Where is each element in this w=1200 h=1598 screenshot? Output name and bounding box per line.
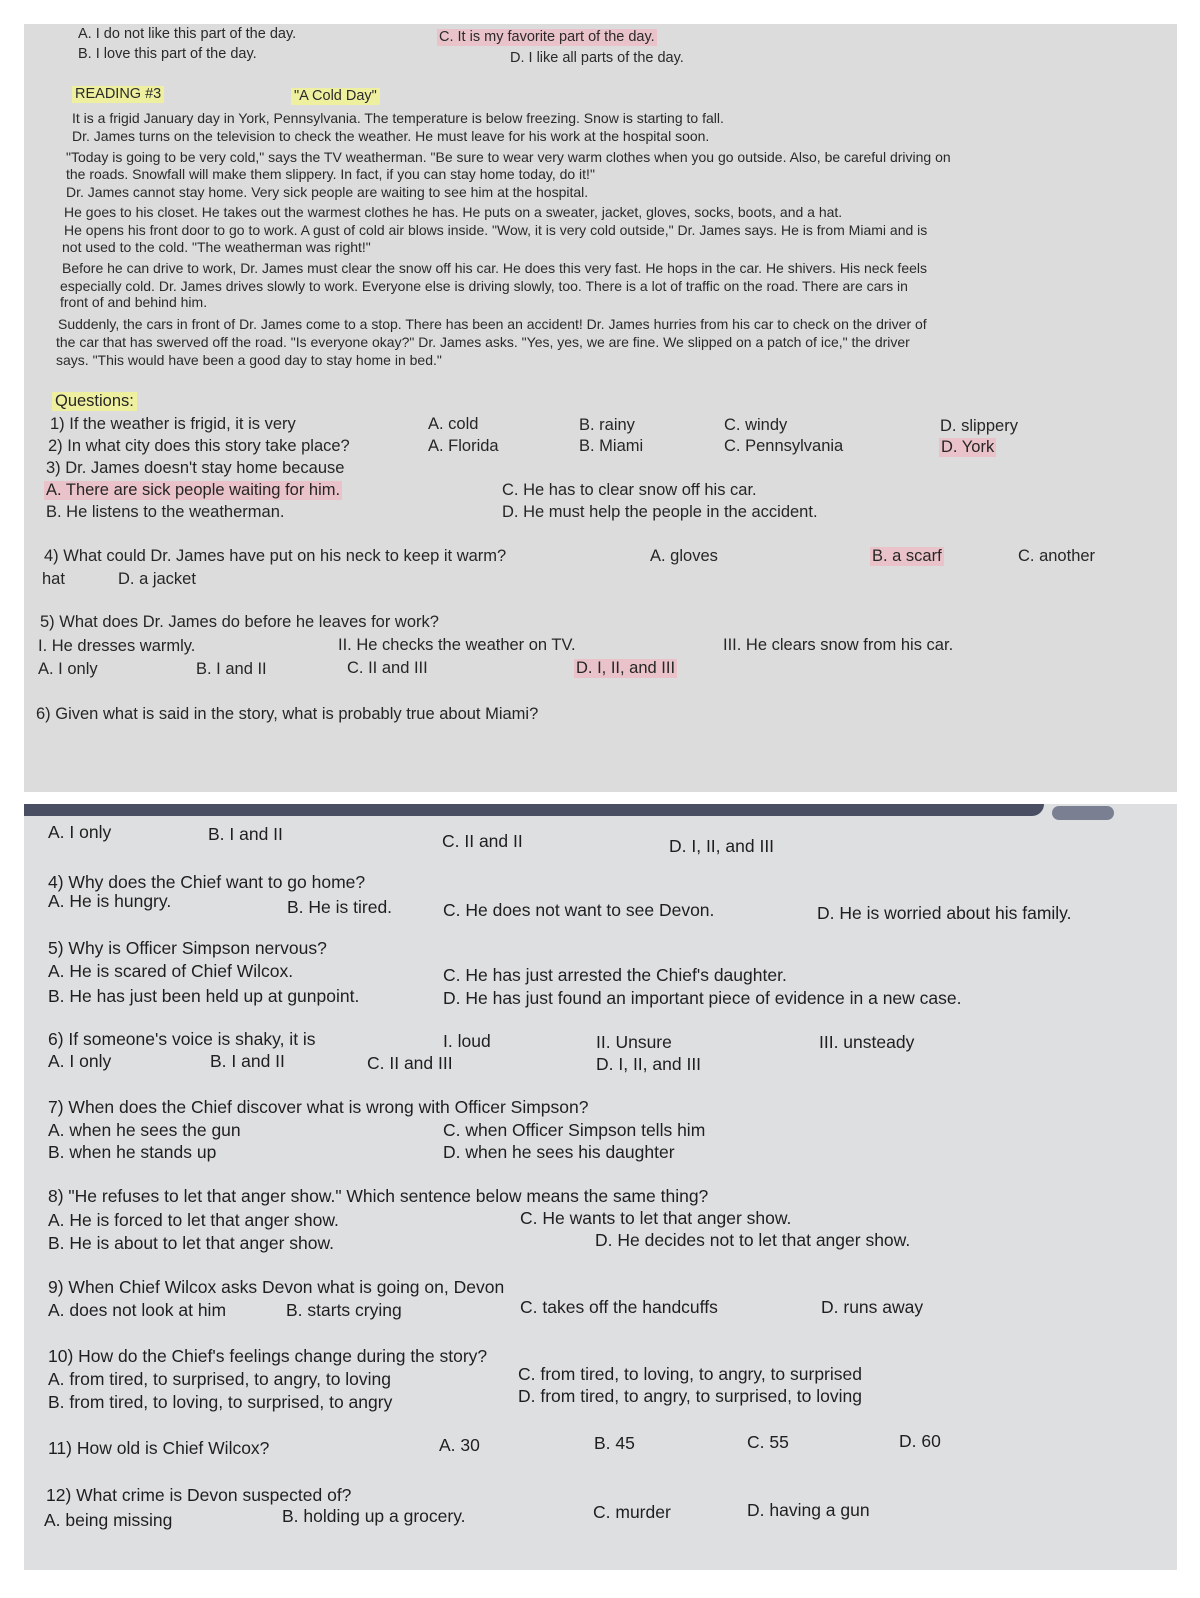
question-10-text: 10) How do the Chief's feelings change during the story? [48, 1346, 488, 1366]
question-7-option-b: B. when he stands up [48, 1142, 217, 1162]
question-11-text: 11) How old is Chief Wilcox? [48, 1438, 270, 1458]
prev-option-a: A. I do not like this part of the day. [78, 26, 297, 42]
question-5-option-a: A. I only [38, 660, 98, 678]
story-line: It is a frigid January day in York, Pennsylvania. The temperature is below freezing. Snow is starting to fall. [72, 110, 724, 126]
question-5-option-c: C. He has just arrested the Chief's daughter. [443, 965, 787, 985]
story-line: Suddenly, the cars in front of Dr. James come to a stop. There has been an accident! Dr. James hurries from his car to check on the driver of [58, 316, 927, 332]
question-4-option-b: B. a scarf [872, 547, 942, 565]
question-11-option-b: B. 45 [594, 1433, 635, 1453]
question-7-text: 7) When does the Chief discover what is wrong with Officer Simpson? [48, 1097, 589, 1117]
question-5-option-b: B. He has just been held up at gunpoint. [48, 986, 360, 1006]
question-6-statement-iii: III. unsteady [819, 1032, 915, 1052]
question-6-option-c: C. II and III [367, 1053, 453, 1073]
question-1-text: 1) If the weather is frigid, it is very [50, 415, 296, 433]
question-3-option-b: B. He listens to the weatherman. [46, 503, 285, 521]
question-5-statement-iii: III. He clears snow from his car. [723, 636, 954, 654]
question-7-option-c: C. when Officer Simpson tells him [443, 1120, 706, 1140]
question-2-option-a: A. Florida [428, 437, 499, 455]
question-6-statement-i: I. loud [443, 1031, 491, 1051]
question-5-option-b: B. I and II [196, 660, 267, 678]
question-10-option-a: A. from tired, to surprised, to angry, to loving [48, 1369, 392, 1389]
story-line: says. "This would have been a good day to stay home in bed." [56, 352, 442, 368]
question-1-option-b: B. rainy [579, 416, 635, 434]
question-8-text: 8) "He refuses to let that anger show." Which sentence below means the same thing? [48, 1186, 709, 1206]
story-line: He goes to his closet. He takes out the warmest clothes he has. He puts on a sweater, jacket, gloves, socks, boots, and a hat. [64, 204, 843, 220]
question-11-option-c: C. 55 [747, 1432, 789, 1452]
question-4-option-d: D. He is worried about his family. [817, 903, 1072, 923]
question-5-statement-i: I. He dresses warmly. [38, 637, 196, 655]
question-9-option-d: D. runs away [821, 1297, 924, 1317]
story-line: not used to the cold. "The weatherman was right!" [62, 239, 371, 255]
question-5-option-c: C. II and III [347, 659, 428, 677]
prev-option-b: B. I love this part of the day. [78, 46, 257, 62]
question-6-option-d: D. I, II, and III [596, 1054, 702, 1074]
question-5-text: 5) What does Dr. James do before he leaves for work? [40, 613, 439, 631]
question-2-option-b: B. Miami [579, 437, 644, 455]
question-5-text: 5) Why is Officer Simpson nervous? [48, 938, 327, 958]
question-4-option-a: A. He is hungry. [48, 891, 172, 911]
question-4-option-d: D. a jacket [118, 570, 196, 588]
story-line: Before he can drive to work, Dr. James must clear the snow off his car. He does this very fast. He hops in the car. He shivers. His neck feels [62, 260, 928, 276]
question-11-option-a: A. 30 [439, 1435, 480, 1455]
story-line: Dr. James turns on the television to check the weather. He must leave for his work at the hospital soon. [72, 128, 710, 144]
question-2-text: 2) In what city does this story take place? [48, 437, 350, 455]
prev-question-option-b: B. I and II [208, 824, 283, 844]
question-4-text: 4) What could Dr. James have put on his neck to keep it warm? [44, 547, 507, 565]
question-5-option-a: A. He is scared of Chief Wilcox. [48, 961, 294, 981]
question-8-option-c: C. He wants to let that anger show. [520, 1208, 792, 1228]
question-10-option-b: B. from tired, to loving, to surprised, to angry [48, 1392, 393, 1412]
story-line: He opens his front door to go to work. A gust of cold air blows inside. "Wow, it is very cold outside," Dr. James says. He is from Miami and is [64, 222, 928, 238]
question-8-option-b: B. He is about to let that anger show. [48, 1233, 335, 1253]
question-7-option-d: D. when he sees his daughter [443, 1142, 675, 1162]
question-3-option-d: D. He must help the people in the accident. [502, 503, 818, 521]
publisher-logo [1052, 806, 1114, 820]
question-12-option-a: A. being missing [44, 1510, 173, 1530]
question-11-option-d: D. 60 [899, 1431, 941, 1451]
question-6-option-b: B. I and II [210, 1051, 285, 1071]
question-12-option-b: B. holding up a grocery. [282, 1506, 466, 1526]
question-9-option-b: B. starts crying [286, 1300, 402, 1320]
question-4-text: 4) Why does the Chief want to go home? [48, 872, 366, 892]
question-4-option-c: C. another [1018, 547, 1096, 565]
question-1-option-a: A. cold [428, 415, 479, 433]
question-3-option-a: A. There are sick people waiting for him. [46, 481, 341, 499]
story-line: "Today is going to be very cold," says the TV weatherman. "Be sure to wear very warm clothes when you go outside. Also, be careful driving on [66, 149, 951, 165]
question-4-option-b: B. He is tired. [287, 897, 393, 917]
story-line: especially cold. Dr. James drives slowly to work. Everyone else is driving slowly, too. There is a lot of traffic on the road. There are cars in [60, 278, 908, 294]
question-4-option-a: A. gloves [650, 547, 718, 565]
question-4-option-c: C. He does not want to see Devon. [443, 900, 715, 920]
question-4-option-c-wrap: hat [42, 570, 65, 588]
question-12-option-c: C. murder [593, 1502, 671, 1522]
question-6-statement-ii: II. Unsure [596, 1032, 672, 1052]
question-10-option-d: D. from tired, to angry, to surprised, to loving [518, 1386, 862, 1406]
question-9-text: 9) When Chief Wilcox asks Devon what is going on, Devon [48, 1277, 505, 1297]
question-6-text: 6) Given what is said in the story, what is probably true about Miami? [36, 705, 539, 723]
question-5-statement-ii: II. He checks the weather on TV. [338, 636, 576, 654]
prev-question-option-d: D. I, II, and III [669, 836, 775, 856]
question-9-option-a: A. does not look at him [48, 1300, 227, 1320]
question-8-option-d: D. He decides not to let that anger show. [595, 1230, 911, 1250]
question-8-option-a: A. He is forced to let that anger show. [48, 1210, 339, 1230]
question-5-option-d: D. I, II, and III [576, 659, 676, 677]
question-12-option-d: D. having a gun [747, 1500, 870, 1520]
question-10-option-c: C. from tired, to loving, to angry, to surprised [518, 1364, 862, 1384]
question-1-option-d: D. slippery [940, 417, 1018, 435]
questions-label: Questions: [52, 392, 137, 411]
question-7-option-a: A. when he sees the gun [48, 1120, 241, 1140]
question-2-option-c: C. Pennsylvania [724, 437, 844, 455]
question-12-text: 12) What crime is Devon suspected of? [46, 1485, 352, 1505]
question-3-option-c: C. He has to clear snow off his car. [502, 481, 757, 499]
story-line: the roads. Snowfall will make them slippery. In fact, if you can stay home today, do it!" [66, 166, 595, 182]
story-line: Dr. James cannot stay home. Very sick people are waiting to see him at the hospital. [66, 184, 589, 200]
question-5-option-d: D. He has just found an important piece of evidence in a new case. [443, 988, 962, 1008]
reading-title: "A Cold Day" [291, 88, 380, 105]
prev-question-option-c: C. II and II [442, 831, 523, 851]
question-3-text: 3) Dr. James doesn't stay home because [46, 459, 345, 477]
question-9-option-c: C. takes off the handcuffs [520, 1297, 718, 1317]
prev-option-c: C. It is my favorite part of the day. [439, 29, 655, 45]
story-line: the car that has swerved off the road. "Is everyone okay?" Dr. James asks. "Yes, yes, we are fine. We slipped on a patch of ice," the driver [56, 334, 910, 350]
story-line: front of and behind him. [60, 294, 208, 310]
question-1-option-c: C. windy [724, 416, 788, 434]
reading-label: READING #3 [72, 86, 164, 103]
question-6-text: 6) If someone's voice is shaky, it is [48, 1029, 316, 1049]
page-top-band [24, 804, 1044, 816]
prev-question-option-a: A. I only [48, 822, 112, 842]
question-6-option-a: A. I only [48, 1051, 112, 1071]
question-2-option-d: D. York [941, 438, 995, 456]
prev-option-d: D. I like all parts of the day. [510, 50, 684, 66]
